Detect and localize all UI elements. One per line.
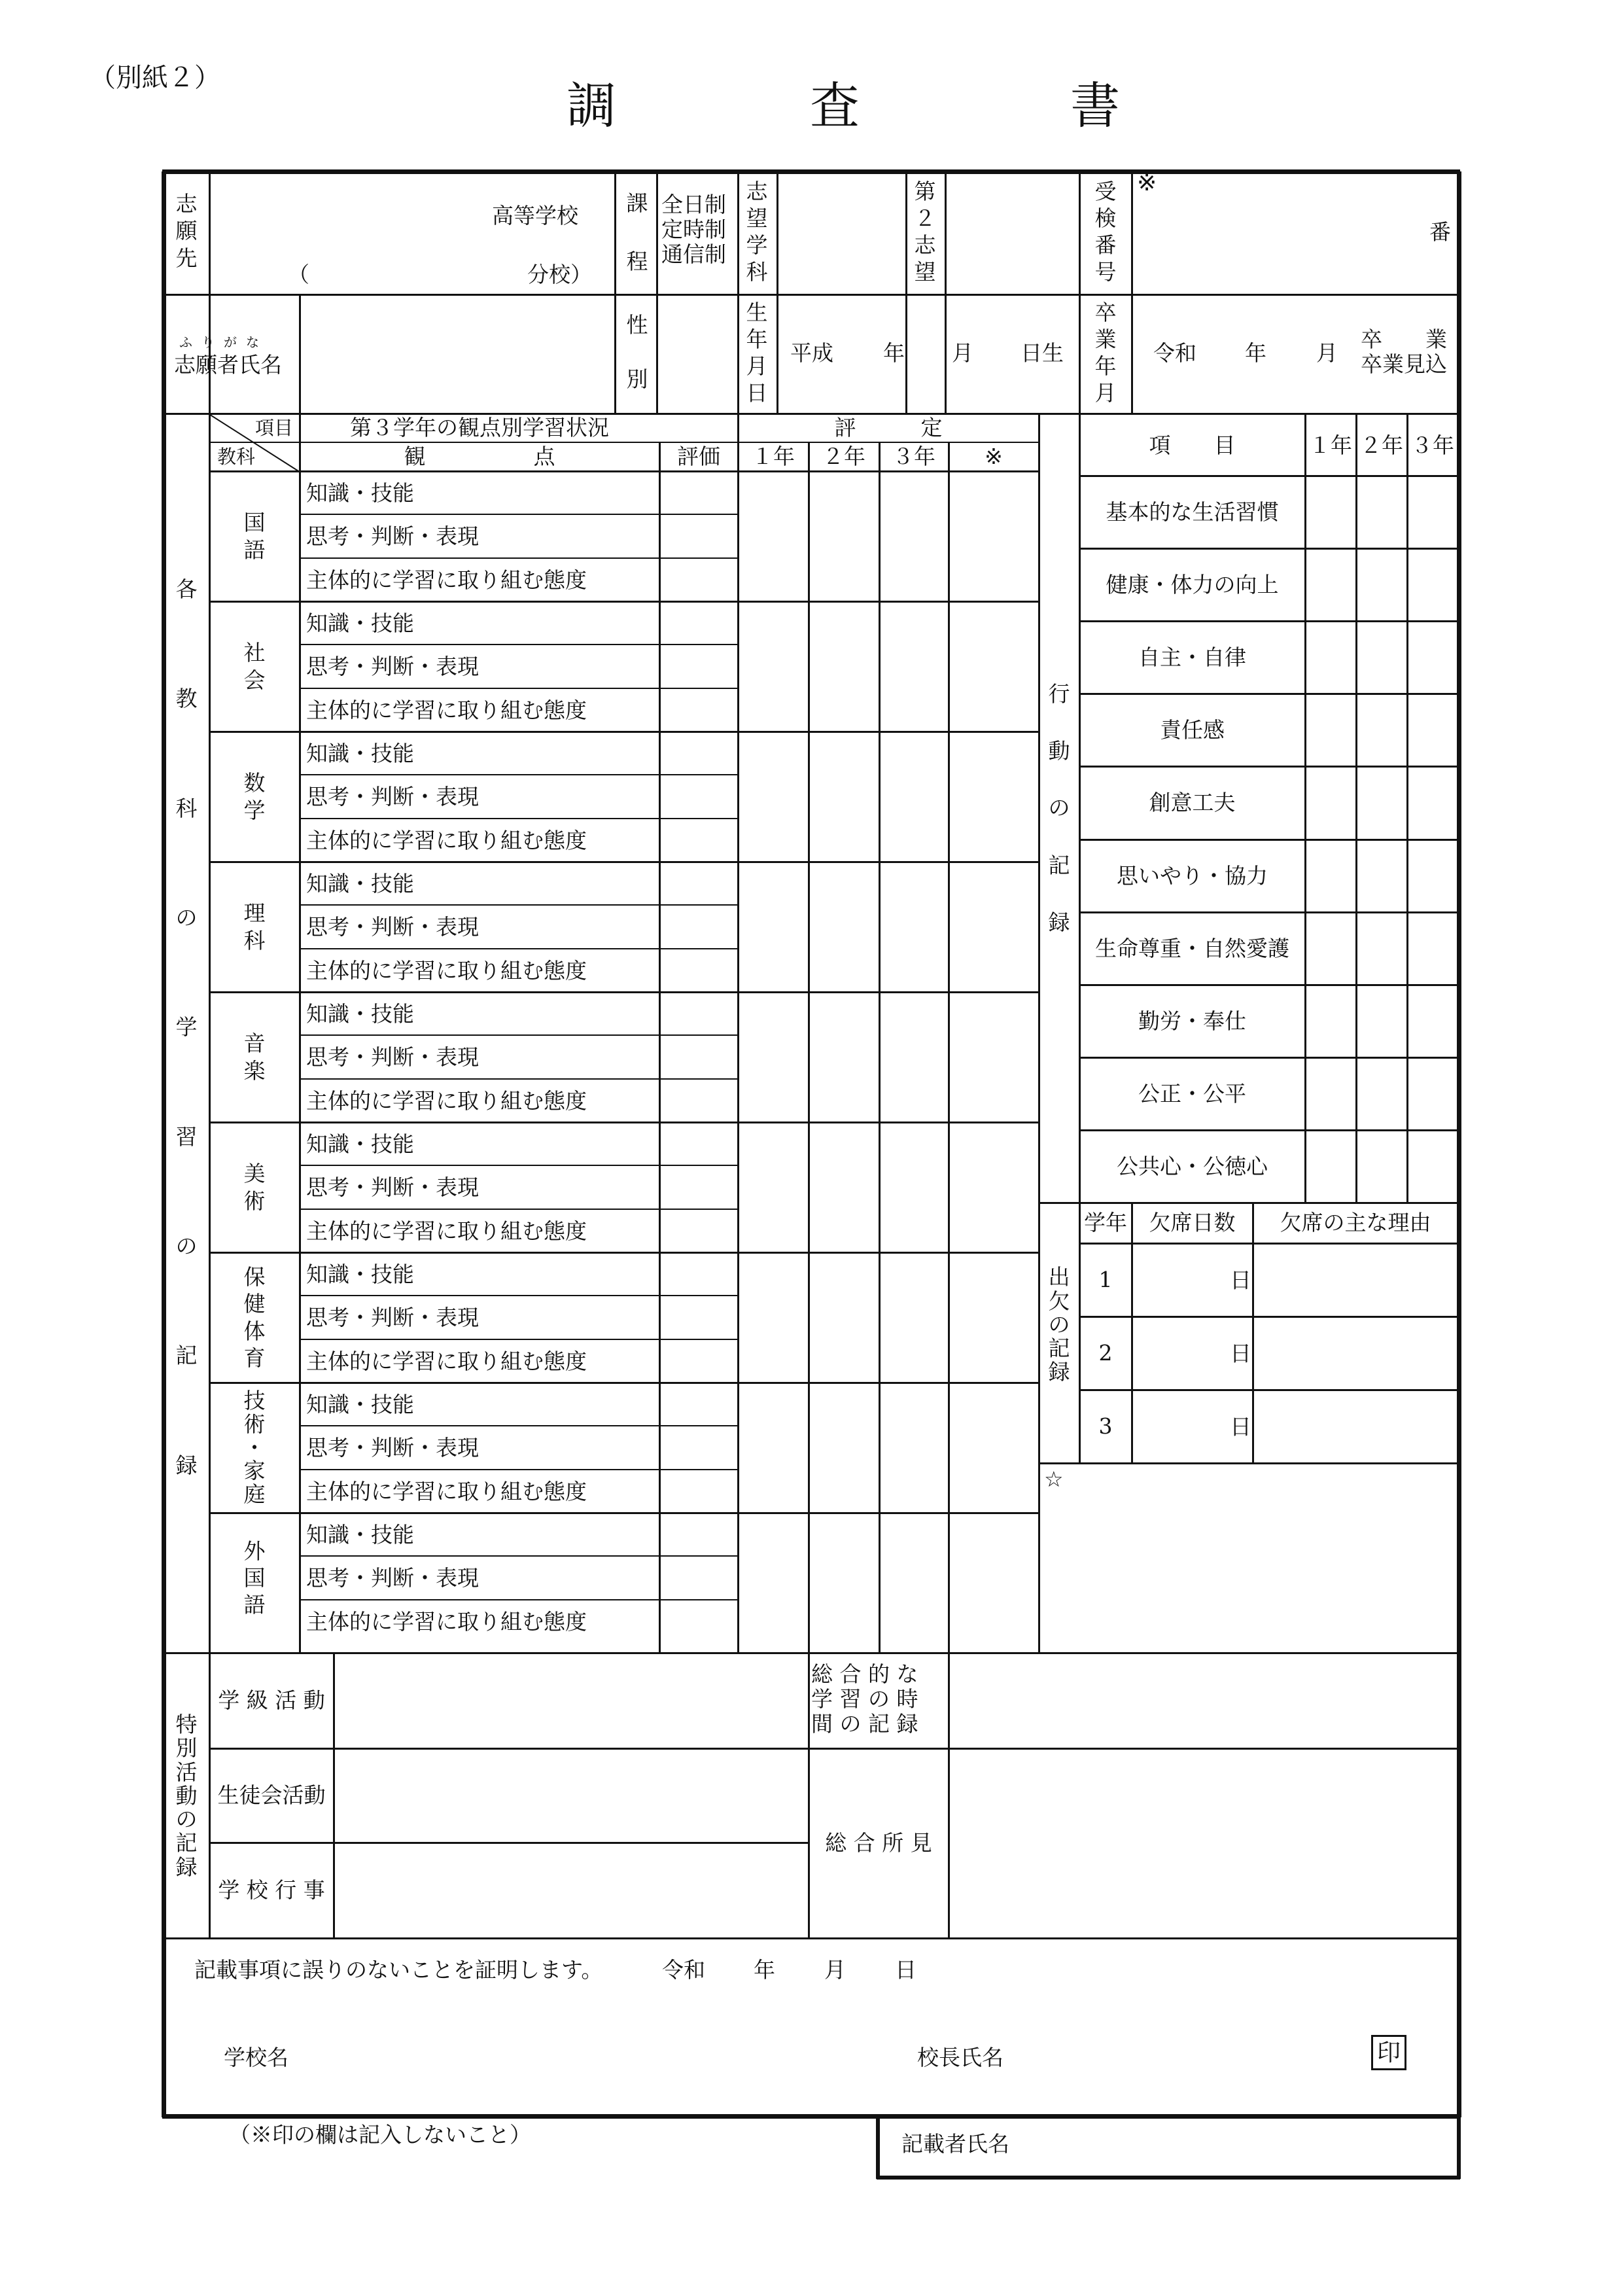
graduation-expected: 卒業見込 bbox=[1361, 351, 1447, 377]
subject-name-3: 数 学 bbox=[243, 770, 266, 823]
perspective-8-1: 知識・技能 bbox=[306, 1392, 414, 1417]
perspective-1-1: 知識・技能 bbox=[306, 480, 414, 506]
perspective-label: 観 点 bbox=[404, 444, 555, 470]
perspective-7-1: 知識・技能 bbox=[306, 1262, 414, 1287]
behavior-item-3: 自主・自律 bbox=[1138, 644, 1246, 670]
perspective-2-3: 主体的に学習に取り組む態度 bbox=[306, 698, 587, 723]
perspective-8-3: 主体的に学習に取り組む態度 bbox=[306, 1479, 587, 1504]
attendance-row-3-year: 3 bbox=[1098, 1413, 1113, 1439]
certification-month: 月 bbox=[824, 1957, 846, 1983]
birth-year: 年 bbox=[883, 340, 905, 366]
title-char-1: 調 bbox=[567, 77, 616, 135]
perspective-5-3: 主体的に学習に取り組む態度 bbox=[306, 1088, 587, 1114]
seal-box: 印 bbox=[1371, 2035, 1406, 2070]
behavior-item-7: 生命尊重・自然愛護 bbox=[1095, 935, 1289, 961]
evaluation-label: 評価 bbox=[677, 444, 720, 470]
subject-name-4: 理 科 bbox=[243, 900, 266, 953]
footer-note: （※印の欄は記入しないこと） bbox=[229, 2122, 531, 2147]
behavior-year-2: ２年 bbox=[1360, 433, 1403, 459]
certification-day: 日 bbox=[895, 1957, 916, 1983]
perspective-7-2: 思考・判断・表現 bbox=[306, 1305, 479, 1330]
rating-year-1: １年 bbox=[752, 444, 795, 470]
perspective-3-3: 主体的に学習に取り組む態度 bbox=[306, 828, 587, 853]
perspective-3-1: 知識・技能 bbox=[306, 741, 414, 766]
applicant-name-label: 志願者氏名 bbox=[174, 352, 282, 378]
rating-mark: ※ bbox=[985, 444, 1003, 470]
perspective-8-2: 思考・判断・表現 bbox=[306, 1435, 479, 1460]
attachment-label: （別紙２） bbox=[90, 63, 220, 93]
attendance-year-header: 学年 bbox=[1084, 1210, 1127, 1236]
perspective-4-1: 知識・技能 bbox=[306, 871, 414, 896]
perspective-9-1: 知識・技能 bbox=[306, 1522, 414, 1547]
subject-label: 教科 bbox=[217, 446, 256, 468]
behavior-item-1: 基本的な生活習慣 bbox=[1106, 499, 1279, 525]
behavior-item-5: 創意工夫 bbox=[1149, 789, 1236, 815]
certification-statement: 記載事項に誤りのないことを証明します。 bbox=[194, 1957, 603, 1983]
branch-paren: （ bbox=[288, 262, 309, 287]
subject-name-8: 技 術 ・ 家 庭 bbox=[243, 1388, 266, 1507]
perspective-4-2: 思考・判断・表現 bbox=[306, 914, 479, 940]
course-options: 全日制 定時制 通信制 bbox=[661, 192, 726, 267]
birth-date-label: 生 年 月 日 bbox=[746, 299, 768, 406]
student-council-label: 生徒会活動 bbox=[217, 1782, 326, 1809]
furigana-label: ふりがな bbox=[179, 334, 268, 350]
perspective-9-3: 主体的に学習に取り組む態度 bbox=[306, 1609, 587, 1634]
certification-year: 年 bbox=[754, 1957, 775, 1983]
item-label: 項目 bbox=[255, 417, 294, 439]
subject-name-6: 美 術 bbox=[243, 1161, 266, 1214]
graduation-done: 卒 業 bbox=[1361, 327, 1447, 352]
birth-era: 平成 bbox=[790, 340, 833, 366]
grades-section-label: 各 教 科 の 学 習 の 記 録 bbox=[175, 576, 198, 1478]
behavior-item-6: 思いやり・協力 bbox=[1117, 862, 1268, 889]
subject-name-7: 保 健 体 育 bbox=[243, 1264, 266, 1371]
exam-suffix: 番 bbox=[1429, 219, 1451, 245]
perspective-7-3: 主体的に学習に取り組む態度 bbox=[306, 1349, 587, 1374]
second-choice-label: 第 ２ 志 望 bbox=[914, 178, 936, 285]
rating-year-3: ３年 bbox=[892, 444, 935, 470]
graduation-era: 令和 bbox=[1153, 340, 1196, 366]
writer-name-label: 記載者氏名 bbox=[901, 2131, 1009, 2157]
perspective-6-1: 知識・技能 bbox=[306, 1131, 414, 1157]
behavior-item-2: 健康・体力の向上 bbox=[1106, 571, 1279, 597]
attendance-row-1-unit: 日 bbox=[1230, 1267, 1251, 1293]
exam-mark: ※ bbox=[1137, 169, 1157, 196]
graduation-label: 卒 業 年 月 bbox=[1094, 299, 1117, 406]
destination-label: 志 願 先 bbox=[175, 191, 198, 271]
attendance-row-2-year: 2 bbox=[1098, 1340, 1113, 1366]
perspective-6-2: 思考・判断・表現 bbox=[306, 1174, 479, 1200]
sex-label: 性 別 bbox=[626, 312, 648, 392]
birth-day: 日生 bbox=[1021, 340, 1064, 366]
certification-era: 令和 bbox=[662, 1957, 705, 1983]
attendance-section-label: 出 欠 の 記 録 bbox=[1048, 1264, 1070, 1385]
behavior-item-8: 勤労・奉仕 bbox=[1138, 1008, 1246, 1034]
school-name-label: 学校名 bbox=[224, 2045, 288, 2070]
behavior-section-label: 行 動 の 記 録 bbox=[1048, 681, 1070, 935]
subject-name-9: 外 国 語 bbox=[243, 1538, 266, 1618]
graduation-month: 月 bbox=[1316, 340, 1338, 366]
principal-name-label: 校長氏名 bbox=[917, 2045, 1003, 2070]
exam-number-label: 受 検 番 号 bbox=[1094, 178, 1117, 285]
attendance-row-2-unit: 日 bbox=[1230, 1341, 1251, 1366]
attendance-days-header: 欠席日数 bbox=[1149, 1210, 1236, 1236]
behavior-year-1: １年 bbox=[1309, 433, 1352, 459]
overall-remarks-label: 総 合 所 見 bbox=[825, 1830, 932, 1856]
behavior-item-4: 責任感 bbox=[1160, 716, 1225, 743]
school-events-label: 学 校 行 事 bbox=[218, 1877, 325, 1903]
subject-name-1: 国 語 bbox=[243, 510, 266, 563]
branch-school-label: 分校） bbox=[527, 262, 592, 287]
perspective-4-3: 主体的に学習に取り組む態度 bbox=[306, 958, 587, 983]
department-label: 志 望 学 科 bbox=[746, 178, 768, 285]
title-char-3: 書 bbox=[1070, 77, 1120, 135]
attendance-star: ☆ bbox=[1044, 1466, 1064, 1492]
perspective-5-1: 知識・技能 bbox=[306, 1001, 414, 1027]
subject-name-5: 音 楽 bbox=[243, 1031, 266, 1084]
graduation-year: 年 bbox=[1245, 340, 1266, 366]
attendance-row-1-year: 1 bbox=[1098, 1267, 1113, 1293]
subject-name-2: 社 会 bbox=[243, 640, 266, 693]
perspective-6-3: 主体的に学習に取り組む態度 bbox=[306, 1218, 587, 1244]
behavior-item-9: 公正・公平 bbox=[1138, 1080, 1246, 1106]
perspective-2-1: 知識・技能 bbox=[306, 610, 414, 636]
perspective-9-2: 思考・判断・表現 bbox=[306, 1565, 479, 1591]
perspective-title: 第３学年の観点別学習状況 bbox=[350, 415, 609, 441]
perspective-1-2: 思考・判断・表現 bbox=[306, 523, 479, 549]
behavior-item-header: 項 目 bbox=[1149, 433, 1236, 459]
perspective-2-2: 思考・判断・表現 bbox=[306, 654, 479, 679]
rating-year-2: ２年 bbox=[822, 444, 865, 470]
behavior-item-10: 公共心・公徳心 bbox=[1117, 1153, 1268, 1179]
perspective-3-2: 思考・判断・表現 bbox=[306, 784, 479, 809]
birth-month: 月 bbox=[952, 340, 973, 366]
course-label: 課 程 bbox=[626, 190, 648, 274]
rating-label: 評 定 bbox=[834, 415, 943, 441]
class-activities-label: 学 級 活 動 bbox=[218, 1687, 325, 1714]
perspective-5-2: 思考・判断・表現 bbox=[306, 1044, 479, 1070]
special-section-label: 特 別 活 動 の 記 録 bbox=[175, 1711, 198, 1880]
attendance-reason-header: 欠席の主な理由 bbox=[1280, 1210, 1431, 1236]
behavior-year-3: ３年 bbox=[1411, 433, 1454, 459]
perspective-1-3: 主体的に学習に取り組む態度 bbox=[306, 567, 587, 593]
title-char-2: 査 bbox=[810, 77, 860, 135]
integrated-study-label: 総 合 的 な 学 習 の 時 間 の 記 録 bbox=[811, 1661, 918, 1737]
attendance-row-3-unit: 日 bbox=[1230, 1414, 1251, 1439]
high-school-label: 高等学校 bbox=[492, 203, 578, 228]
